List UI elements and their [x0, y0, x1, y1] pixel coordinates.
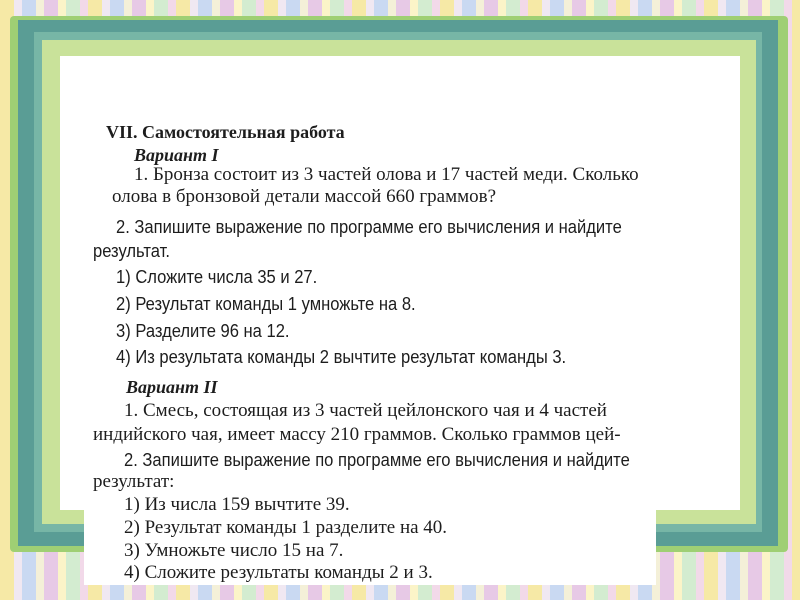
variant-2-task-1-line-1: 1. Смесь, состоящая из 3 частей цейлонского чая и 4 частей [124, 400, 607, 421]
variant-1-step-1: 1) Сложите числа 35 и 27. [116, 267, 318, 287]
variant-1-task-1-line-1: 1. Бронза состоит из 3 частей олова и 17 частей меди. Сколько [134, 164, 639, 185]
variant-2-task-1-line-2: индийского чая, имеет массу 210 граммов. Сколько граммов цей- [93, 424, 621, 445]
variant-2-task-2-line-2: результат: [93, 471, 175, 492]
variant-1-task-2-line-2: результат. [93, 241, 170, 261]
variant-2-step-2: 2) Результат команды 1 разделите на 40. [124, 517, 448, 538]
variant-1-step-2: 2) Результат команды 1 умножьте на 8. [116, 294, 416, 314]
variant-1-task-2-line-1: 2. Запишите выражение по программе его вычисления и найдите [116, 217, 622, 237]
variant-1-step-4: 4) Из результата команды 2 вычтите результат команды 3. [116, 347, 567, 367]
variant-1-task-1-line-2: олова в бронзовой детали массой 660 граммов? [112, 186, 497, 207]
variant-2-step-4: 4) Сложите результаты команды 2 и 3. [124, 562, 433, 583]
variant-1-title: Вариант I [134, 145, 219, 165]
variant-2-step-1: 1) Из числа 159 вычтите 39. [124, 494, 350, 515]
variant-2-task-2-line-1: 2. Запишите выражение по программе его вычисления и найдите [124, 450, 630, 470]
variant-2-title: Вариант II [126, 377, 218, 397]
section-title: VII. Самостоятельная работа [106, 122, 345, 142]
variant-2-step-3: 3) Умножьте число 15 на 7. [124, 540, 344, 561]
variant-1-step-3: 3) Разделите 96 на 12. [116, 321, 290, 341]
